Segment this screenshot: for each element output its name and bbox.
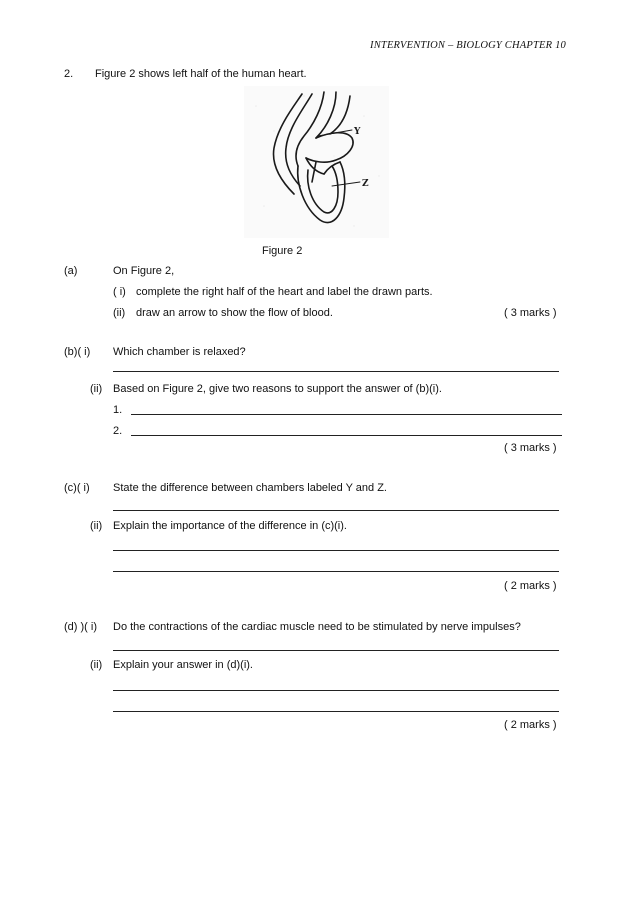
part-c-i-label: (c)( i) [64,482,90,494]
heart-diagram [244,86,389,238]
answer-line[interactable] [113,650,559,651]
part-c-i-text: State the difference between chambers labeled Y and Z. [113,482,387,494]
part-b-number-2: 2. [113,425,123,437]
part-d-i-text: Do the contractions of the cardiac muscle need to be stimulated by nerve impulses? [113,621,521,633]
part-c-marks: ( 2 marks ) [504,580,557,592]
answer-line[interactable] [113,711,559,712]
part-b-i-text: Which chamber is relaxed? [113,346,246,358]
answer-line[interactable] [113,550,559,551]
answer-line[interactable] [131,435,562,436]
part-a-label: (a) [64,265,78,277]
part-c-ii-label: (ii) [90,520,103,532]
part-d-ii-text: Explain your answer in (d)(i). [113,659,253,671]
part-a-ii-label: (ii) [113,307,126,319]
part-a-intro: On Figure 2, [113,265,175,277]
answer-line[interactable] [113,371,559,372]
part-b-number-1: 1. [113,404,123,416]
figure-caption: Figure 2 [262,245,303,257]
part-a-marks: ( 3 marks ) [504,307,557,319]
question-number: 2. [64,68,74,80]
part-a-ii-text: draw an arrow to show the flow of blood. [136,307,333,319]
part-b-i-label: (b)( i) [64,346,91,358]
page-header: INTERVENTION – BIOLOGY CHAPTER 10 [370,40,566,51]
answer-line[interactable] [113,690,559,691]
answer-line[interactable] [113,510,559,511]
part-d-marks: ( 2 marks ) [504,719,557,731]
part-d-i-label: (d) )( i) [64,621,97,633]
part-d-ii-label: (ii) [90,659,103,671]
answer-line[interactable] [113,571,559,572]
part-b-ii-text: Based on Figure 2, give two reasons to support the answer of (b)(i). [113,383,442,395]
part-b-marks: ( 3 marks ) [504,442,557,454]
part-a-i-text: complete the right half of the heart and label the drawn parts. [136,286,433,298]
label-y: Y [354,127,361,137]
part-b-ii-label: (ii) [90,383,103,395]
part-c-ii-text: Explain the importance of the difference in (c)(i). [113,520,347,532]
heart-figure [244,86,389,238]
part-a-i-label: ( i) [113,286,126,298]
label-z: Z [362,179,369,189]
answer-line[interactable] [131,414,562,415]
question-stem: Figure 2 shows left half of the human heart. [95,68,307,80]
